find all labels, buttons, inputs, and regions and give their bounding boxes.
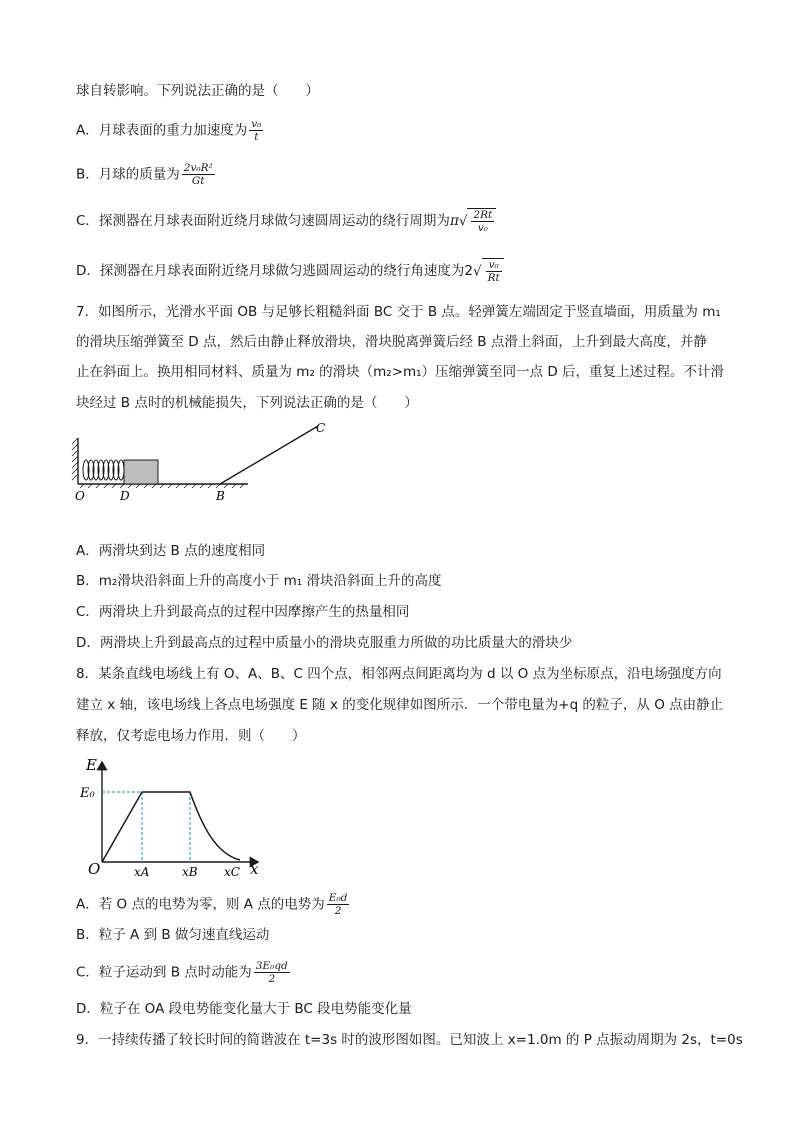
- q6-option-d-sqrt: √ $\frac{\text{v₀}}{Rt}$: [473, 258, 504, 284]
- q7-spring: [83, 460, 124, 480]
- q8-label-x: x: [250, 860, 259, 878]
- q8-option-b: B．粒子 A 到 B 做匀速直线运动: [76, 927, 270, 943]
- q6-option-d-text: D．探测器在月球表面附近绕月球做匀逃圆周运动的绕行角速度为: [76, 263, 465, 279]
- q6-option-b: [76, 162, 217, 187]
- q8-option-a-fraction: $\frac{\text{E₀d}}{2}$: [328, 892, 348, 917]
- q8-label-xa: xA: [134, 865, 150, 879]
- q6-option-a: [76, 118, 265, 143]
- q6-option-a-text: A．月球表面的重力加速度为: [76, 122, 248, 139]
- q7-label-o: O: [75, 489, 85, 503]
- q6-option-a-fraction: $\frac{\text{v₀}}{t}$: [251, 118, 262, 143]
- q7-label-d: D: [120, 489, 130, 503]
- q8-option-d: D．粒子在 OA 段电势能变化量大于 BC 段电势能变化量: [76, 1001, 412, 1017]
- q7-incline-bc: [220, 426, 318, 484]
- q7-slider-block: [124, 460, 158, 484]
- q8-option-a-text: A．若 O 点的电势为零，则 A 点的电势为: [76, 896, 325, 913]
- q8-option-c-fraction: $\frac{\text{3E₀qd}}{2}$: [255, 960, 288, 985]
- q7-label-c: C: [316, 421, 326, 435]
- q6-option-b-fraction: $\frac{\text{2v₀R²}}{Gt}$: [183, 162, 213, 187]
- q8-option-c: [76, 960, 292, 985]
- q8-label-xb: xB: [182, 865, 198, 879]
- q9-stem-line1: 9．一持续传播了较长时间的简谐波在 t=3s 时的波形图如图。已知波上 x=1.0m 的 P 点振动周期为 2s，t=0s: [76, 1032, 743, 1048]
- q6-option-c-text: C．探测器在月球表面附近绕月球做匀速圆周运动的绕行周期为: [76, 213, 450, 229]
- q6-option-c: [76, 208, 496, 234]
- q8-label-o: O: [88, 860, 101, 878]
- q7-option-a: A．两滑块到达 B 点的速度相同: [76, 543, 266, 559]
- q8-label-xc: xC: [224, 865, 240, 879]
- q6-option-c-sqrt: √ $\frac{2Rt}{\text{v₀}}$: [459, 208, 496, 234]
- q6-option-b-text: B．月球的质量为: [76, 166, 180, 183]
- q7-option-c: C．两滑块上升到最高点的过程中因摩擦产生的热量相同: [76, 604, 410, 620]
- q7-stem-line3: 止在斜面上。换用相同材料、质量为 m₂ 的滑块（m₂>m₁）压缩弹簧至同一点 D 后，重复上述过程。不计滑: [76, 364, 725, 380]
- q7-stem-line4: 块经过 B 点时的机械能损失，下列说法正确的是（ ）: [76, 395, 418, 411]
- q6-intro: 球自转影响。下列说法正确的是（ ）: [76, 83, 319, 99]
- q6-option-c-pi: π: [449, 213, 459, 229]
- q7-figure-spring-incline: [70, 420, 350, 504]
- q8-figure-e-x-graph: [80, 750, 280, 880]
- q7-option-d: D．两滑块上升到最高点的过程中质量小的滑块克服重力所做的功比质量大的滑块少: [76, 635, 573, 651]
- q7-stem-line1: 7．如图所示，光滑水平面 OB 与足够长粗糙斜面 BC 交于 B 点。轻弹簧左端固定于竖直墙面，用质量为 m₁: [76, 304, 721, 320]
- q8-option-c-text: C．粒子运动到 B 点时动能为: [76, 964, 252, 981]
- q8-label-e0: E₀: [80, 786, 95, 801]
- q7-option-b: B．m₂滑块沿斜面上升的高度小于 m₁ 滑块沿斜面上升的高度: [76, 573, 442, 589]
- q7-wall-hatch: [72, 438, 78, 480]
- q8-label-e: E: [86, 756, 97, 774]
- q8-stem-line2: 建立 x 轴，该电场线上各点电场强度 E 随 x 的变化规律如图所示．一个带电量为+q 的粒子，从 O 点由静止: [76, 697, 724, 713]
- q8-stem-line3: 释放，仅考虑电场力作用．则（ ）: [76, 728, 306, 744]
- q7-label-b: B: [216, 489, 225, 503]
- q8-option-a: [76, 892, 351, 917]
- q8-stem-line1: 8．某条直线电场线上有 O、A、B、C 四个点，相邻两点间距离均为 d 以 O 点为坐标原点，沿电场强度方向: [76, 666, 722, 682]
- q6-option-d-coef: 2: [464, 263, 473, 279]
- q7-stem-line2: 的滑块压缩弹簧至 D 点，然后由静止释放滑块，滑块脱离弹簧后经 B 点滑上斜面，上升到最大高度，并静: [76, 334, 707, 350]
- q6-option-d: [76, 258, 504, 284]
- q8-e-curve: [102, 792, 240, 862]
